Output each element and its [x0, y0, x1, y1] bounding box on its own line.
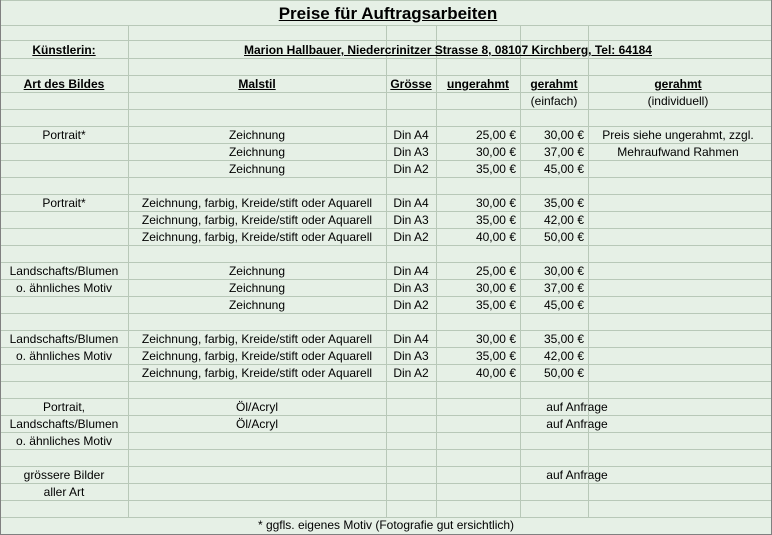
cell-gerahmt: 50,00 € — [543, 366, 584, 380]
cell-gerahmt: 45,00 € — [543, 298, 584, 312]
oel-malstil-1: Öl/Acryl — [236, 400, 278, 414]
cell-gerahmt: 30,00 € — [543, 128, 584, 142]
cell-groesse: Din A2 — [393, 230, 429, 244]
cell-ungerahmt: 35,00 € — [475, 213, 516, 227]
cell-groesse: Din A2 — [393, 162, 429, 176]
cell-ungerahmt: 40,00 € — [475, 230, 516, 244]
cell-ungerahmt: 35,00 € — [475, 349, 516, 363]
cell-groesse: Din A3 — [393, 281, 429, 295]
header-art: Art des Bildes — [23, 77, 105, 91]
cell-ungerahmt: 30,00 € — [475, 332, 516, 346]
cell-malstil: Zeichnung, farbig, Kreide/stift oder Aquarell — [141, 366, 373, 380]
footnote: * ggfls. eigenes Motiv (Fotografie gut ersichtlich) — [257, 518, 515, 532]
cell-groesse: Din A4 — [393, 128, 429, 142]
cell-individuell: Preis siehe ungerahmt, zzgl. — [602, 128, 754, 142]
oel-malstil-2: Öl/Acryl — [236, 417, 278, 431]
cell-malstil: Zeichnung, farbig, Kreide/stift oder Aquarell — [141, 332, 373, 346]
cell-gerahmt: 42,00 € — [543, 213, 584, 227]
cell-malstil: Zeichnung, farbig, Kreide/stift oder Aquarell — [141, 196, 373, 210]
cell-gerahmt: 30,00 € — [543, 264, 584, 278]
artist-label: Künstlerin: — [32, 43, 96, 57]
header-malstil: Malstil — [238, 77, 276, 91]
cell-art: Landschafts/Blumen — [9, 332, 119, 346]
cell-malstil: Zeichnung — [228, 298, 286, 312]
cell-ungerahmt: 25,00 € — [475, 128, 516, 142]
cell-art: o. ähnliches Motiv — [15, 349, 113, 363]
cell-ungerahmt: 40,00 € — [475, 366, 516, 380]
header-groesse: Grösse — [390, 77, 432, 91]
cell-groesse: Din A3 — [393, 213, 429, 227]
cell-gerahmt: 50,00 € — [543, 230, 584, 244]
cell-ungerahmt: 30,00 € — [475, 281, 516, 295]
header-gerahmt-einfach: gerahmt — [530, 77, 578, 91]
cell-ungerahmt: 25,00 € — [475, 264, 516, 278]
cell-individuell: Mehraufwand Rahmen — [617, 145, 739, 159]
cell-art: Landschafts/Blumen — [9, 264, 119, 278]
header-ungerahmt: ungerahmt — [446, 77, 509, 91]
oel-art-line-2: Landschafts/Blumen — [9, 417, 119, 431]
oel-price-1: auf Anfrage — [546, 400, 608, 414]
cell-ungerahmt: 30,00 € — [475, 145, 516, 159]
cell-malstil: Zeichnung — [228, 281, 286, 295]
cell-malstil: Zeichnung — [228, 145, 286, 159]
large-art-line-1: grössere Bilder — [23, 468, 105, 482]
cell-gerahmt: 35,00 € — [543, 332, 584, 346]
cell-groesse: Din A4 — [393, 332, 429, 346]
header-gerahmt-individuell: gerahmt — [654, 77, 702, 91]
oel-price-2: auf Anfrage — [546, 417, 608, 431]
cell-groesse: Din A4 — [393, 196, 429, 210]
cell-groesse: Din A2 — [393, 366, 429, 380]
oel-art-line-1: Portrait, — [42, 400, 85, 414]
cell-gerahmt: 37,00 € — [543, 281, 584, 295]
large-art-line-2: aller Art — [43, 485, 85, 499]
cell-gerahmt: 37,00 € — [543, 145, 584, 159]
page-title: Preise für Auftragsarbeiten — [278, 4, 498, 23]
cell-groesse: Din A3 — [393, 349, 429, 363]
cell-groesse: Din A3 — [393, 145, 429, 159]
cell-art: o. ähnliches Motiv — [15, 281, 113, 295]
cell-malstil: Zeichnung, farbig, Kreide/stift oder Aquarell — [141, 213, 373, 227]
header-individuell-note: (individuell) — [647, 94, 709, 108]
oel-art-line-3: o. ähnliches Motiv — [15, 434, 113, 448]
header-einfach-note: (einfach) — [530, 94, 578, 108]
cell-malstil: Zeichnung, farbig, Kreide/stift oder Aquarell — [141, 349, 373, 363]
cell-groesse: Din A4 — [393, 264, 429, 278]
cell-ungerahmt: 35,00 € — [475, 298, 516, 312]
cell-gerahmt: 45,00 € — [543, 162, 584, 176]
cell-groesse: Din A2 — [393, 298, 429, 312]
cell-malstil: Zeichnung — [228, 162, 286, 176]
cell-art: Portrait* — [42, 196, 86, 210]
cell-malstil: Zeichnung — [228, 264, 286, 278]
cell-gerahmt: 35,00 € — [543, 196, 584, 210]
cell-ungerahmt: 35,00 € — [475, 162, 516, 176]
cell-art: Portrait* — [42, 128, 86, 142]
cell-gerahmt: 42,00 € — [543, 349, 584, 363]
artist-info: Marion Hallbauer, Niedercrinitzer Strasse 8, 08107 Kirchberg, Tel: 64184 — [244, 43, 652, 57]
cell-malstil: Zeichnung, farbig, Kreide/stift oder Aquarell — [141, 230, 373, 244]
large-price: auf Anfrage — [546, 468, 608, 482]
cell-malstil: Zeichnung — [228, 128, 286, 142]
cell-ungerahmt: 30,00 € — [475, 196, 516, 210]
